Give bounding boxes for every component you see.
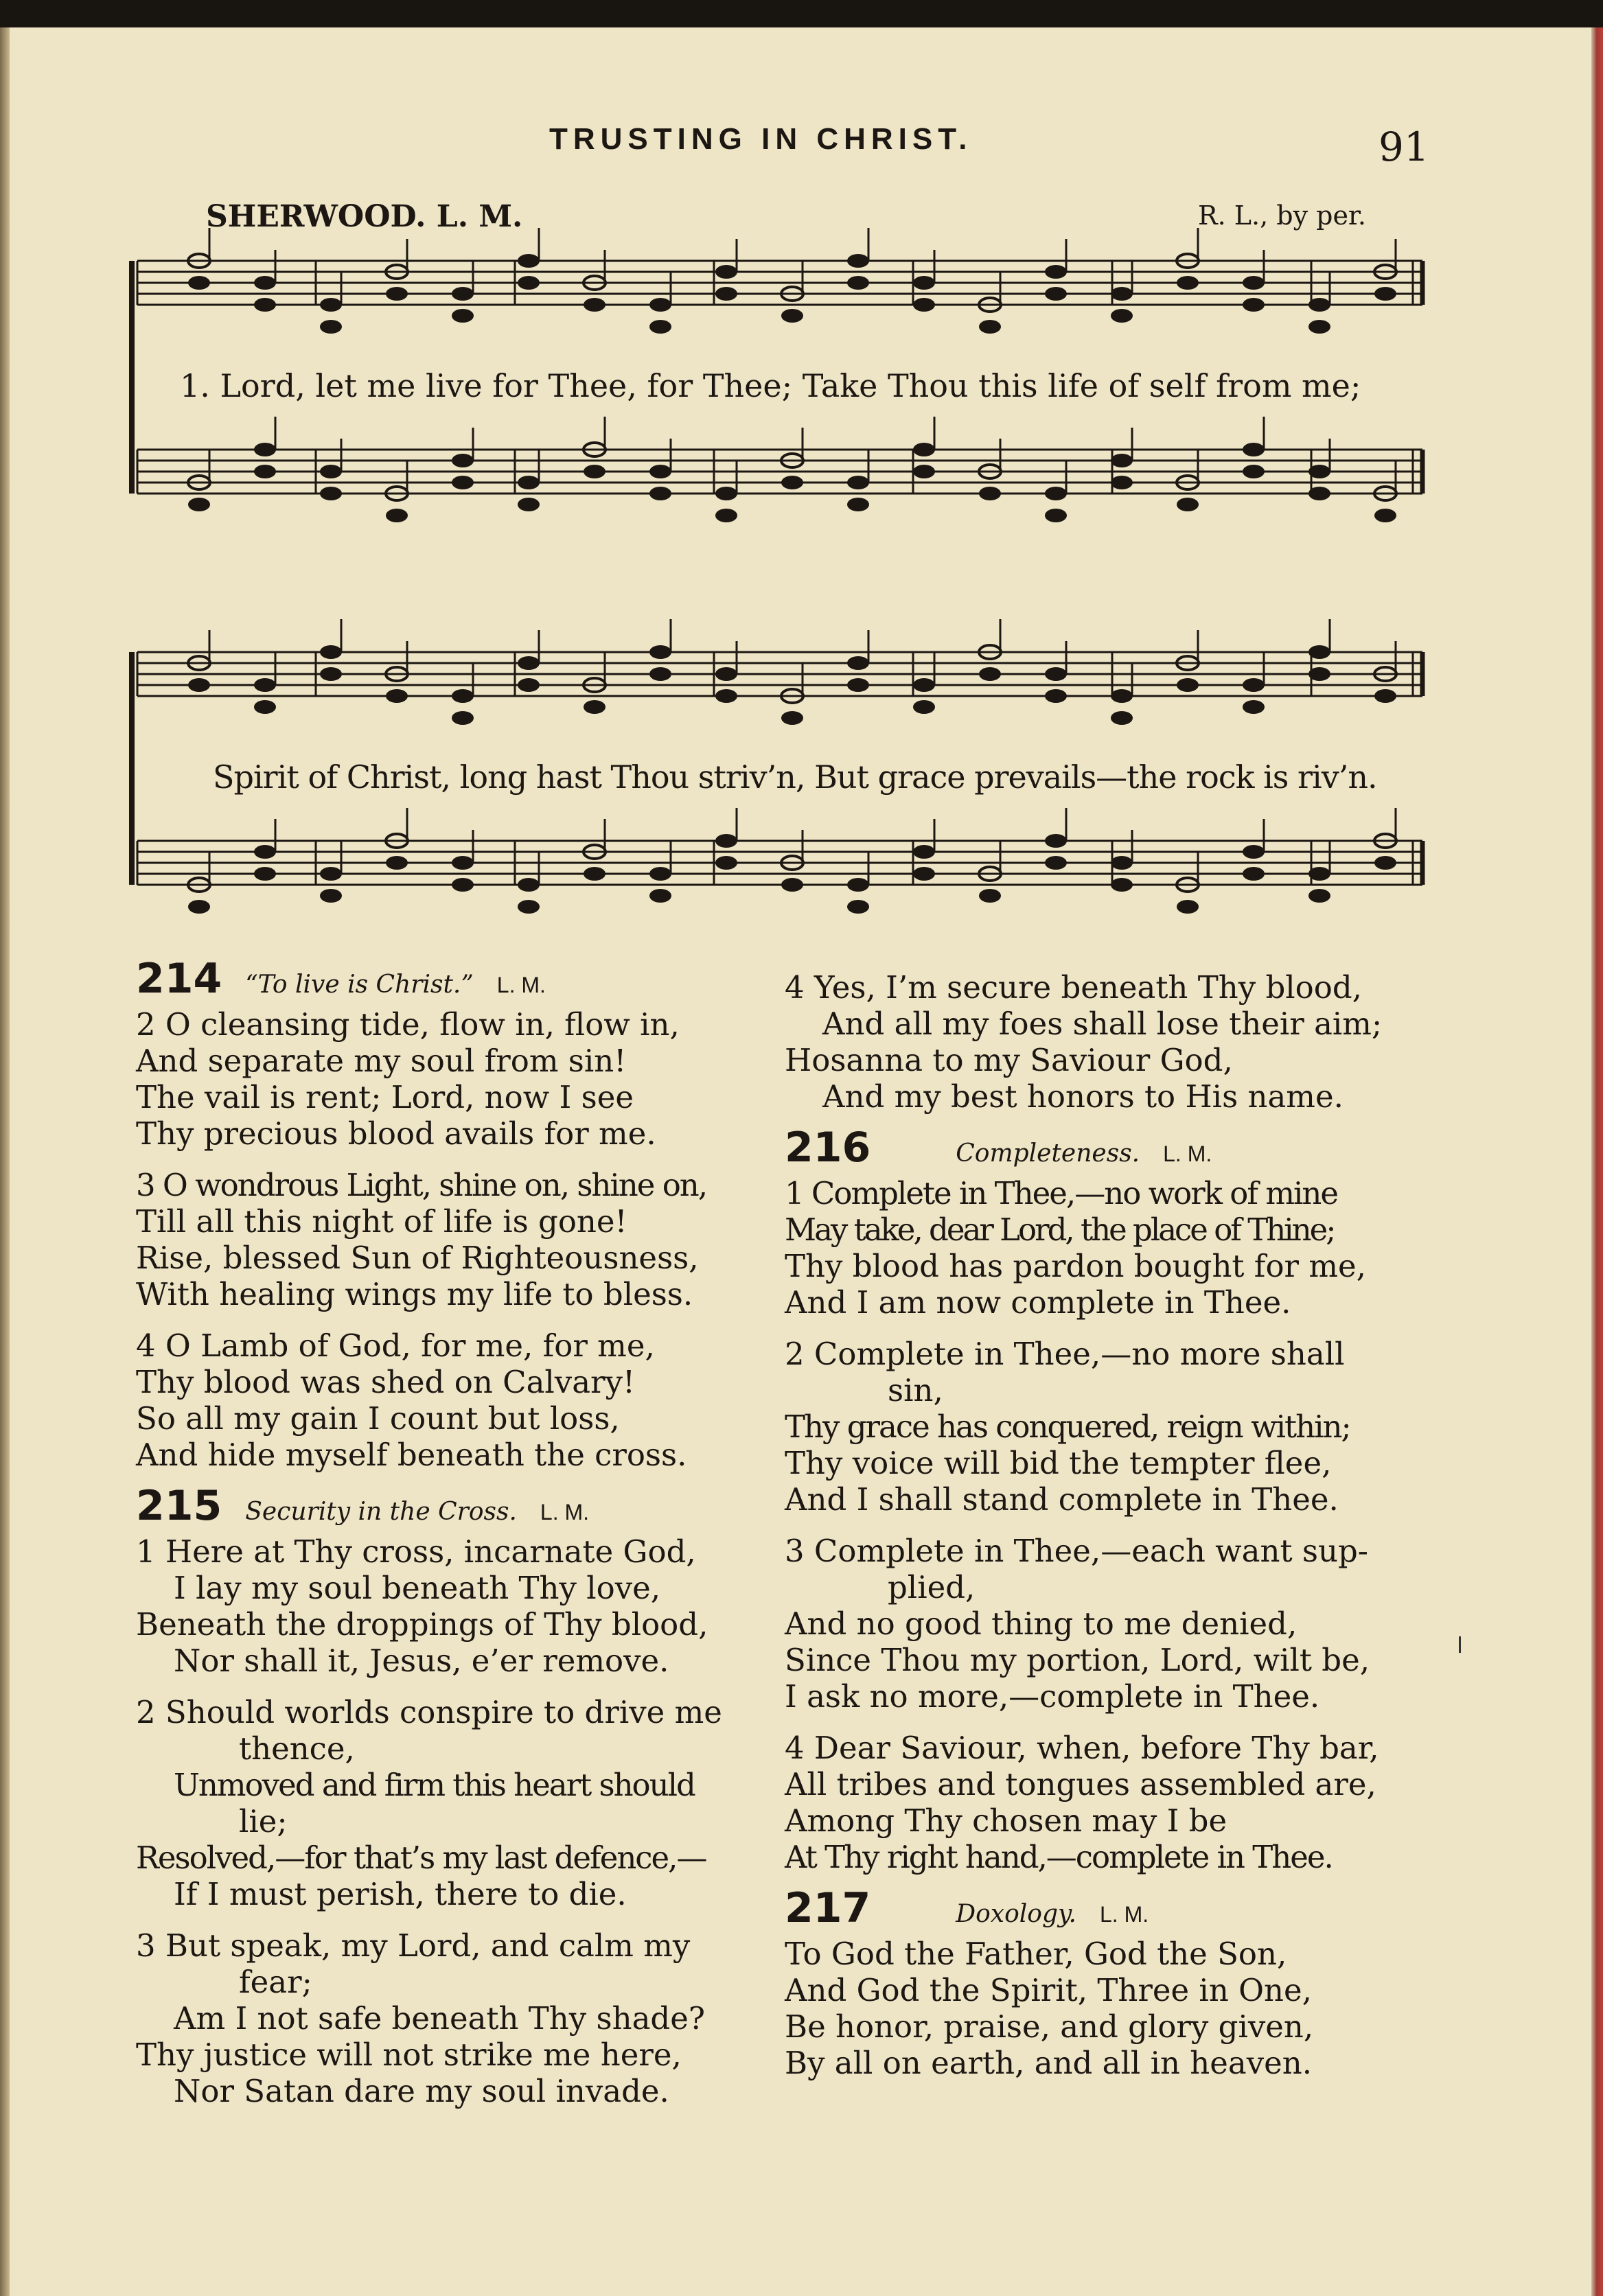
verse-line: At Thy right hand,—complete in Thee. — [785, 1839, 1333, 1875]
verse-line: 2 Should worlds conspire to drive me — [136, 1694, 722, 1730]
note-head — [386, 856, 408, 870]
note-head — [847, 498, 869, 511]
hymn-meter: L. M. — [496, 973, 546, 997]
hymn-meter: L. M. — [540, 1500, 590, 1524]
note-head — [781, 476, 803, 489]
verse-line: 2 Complete in Thee,—no more shall — [785, 1336, 1345, 1372]
note-head — [913, 867, 935, 881]
note-head — [1308, 487, 1330, 500]
verse-line: I ask no more,—complete in Thee. — [785, 1678, 1320, 1715]
verse-line: And separate my soul from sin! — [136, 1043, 627, 1079]
hymn-217-header — [785, 1884, 1430, 1933]
note-head — [847, 476, 869, 489]
note-head — [452, 454, 474, 467]
note-head — [1243, 867, 1265, 881]
hymn-number: 214 — [136, 955, 222, 1003]
note-head — [715, 287, 737, 301]
verse-line: And hide myself beneath the cross. — [136, 1437, 687, 1473]
verse-line: And my best honors to His name. — [822, 1078, 1343, 1115]
note-head — [1308, 667, 1330, 681]
note-head — [320, 645, 342, 659]
note-head — [254, 298, 276, 312]
note-head — [452, 711, 474, 725]
note-head — [1045, 487, 1067, 500]
note-head — [715, 667, 737, 681]
note-head — [715, 265, 737, 279]
note-head — [254, 443, 276, 456]
verse-line: fear; — [239, 1964, 312, 2000]
note-head — [386, 287, 408, 301]
note-head — [320, 889, 342, 903]
left-column — [136, 955, 761, 2109]
verse-line: And all my foes shall lose their aim; — [822, 1006, 1383, 1042]
note-head — [320, 465, 342, 478]
verse-line: plied, — [888, 1569, 976, 1605]
note-head — [320, 320, 342, 334]
hymn-title: “To live is Christ.” — [245, 971, 474, 999]
page-number: 91 — [1379, 124, 1429, 170]
note-head — [1374, 856, 1396, 870]
hymn-216-header — [785, 1124, 1430, 1172]
verse-line: The vail is rent; Lord, now I see — [136, 1079, 634, 1115]
note-head — [847, 878, 869, 892]
note-head — [1111, 454, 1133, 467]
note-head — [847, 656, 869, 670]
verse-line: Thy justice will not strike me here, — [136, 2037, 682, 2073]
verse-line: If I must perish, there to die. — [174, 1876, 627, 1912]
note-head — [254, 465, 276, 478]
tune-name: SHERWOOD. L. M. — [206, 199, 523, 234]
verse-line: Hosanna to my Saviour God, — [785, 1042, 1233, 1078]
note-head — [979, 487, 1001, 500]
note-head — [1111, 856, 1133, 870]
note-head — [320, 487, 342, 500]
note-head — [254, 845, 276, 859]
note-head — [452, 287, 474, 301]
note-head — [320, 667, 342, 681]
note-head — [1374, 689, 1396, 703]
verse-line: Nor Satan dare my soul invade. — [174, 2073, 669, 2109]
note-head — [518, 656, 540, 670]
note-head — [1243, 276, 1265, 290]
verse-line: 1 Complete in Thee,—no work of mine — [785, 1175, 1338, 1211]
margin-mark — [1459, 1636, 1461, 1653]
verse-line: Till all this night of life is gone! — [136, 1203, 627, 1240]
note-head — [584, 465, 606, 478]
note-head — [1111, 287, 1133, 301]
note-head — [452, 309, 474, 323]
verse-line: Among Thy chosen may I be — [785, 1802, 1227, 1839]
verse-line: Beneath the droppings of Thy blood, — [136, 1606, 708, 1643]
note-head — [452, 878, 474, 892]
note-head — [649, 465, 671, 478]
verse-line: 1 Here at Thy cross, incarnate God, — [136, 1533, 696, 1570]
note-head — [1177, 900, 1199, 914]
verse-line: With healing wings my life to bless. — [136, 1276, 693, 1312]
note-head — [781, 711, 803, 725]
verse-line: 3 O wondrous Light, shine on, shine on, — [136, 1167, 707, 1203]
hymn-215-header — [136, 1482, 761, 1531]
note-head — [649, 889, 671, 903]
note-head — [649, 298, 671, 312]
note-head — [1243, 443, 1265, 456]
note-head — [188, 900, 210, 914]
note-head — [979, 889, 1001, 903]
note-head — [1308, 867, 1330, 881]
note-head — [1308, 298, 1330, 312]
note-head — [518, 878, 540, 892]
note-head — [979, 667, 1001, 681]
note-head — [649, 320, 671, 334]
note-head — [715, 487, 737, 500]
note-head — [1308, 645, 1330, 659]
verse-line: sin, — [888, 1372, 943, 1408]
note-head — [847, 678, 869, 692]
note-head — [1045, 667, 1067, 681]
note-head — [1045, 265, 1067, 279]
verse-line: Thy grace has conquered, reign within; — [785, 1408, 1350, 1445]
hymn-title: Completeness. — [956, 1139, 1140, 1168]
verse-line: 3 But speak, my Lord, and calm my — [136, 1927, 691, 1964]
note-head — [1045, 856, 1067, 870]
note-head — [254, 678, 276, 692]
note-head — [452, 856, 474, 870]
verse-line: Since Thou my portion, Lord, wilt be, — [785, 1642, 1370, 1678]
note-head — [1243, 845, 1265, 859]
verse-line: 4 Dear Saviour, when, before Thy bar, — [785, 1730, 1379, 1766]
verse-line: And no good thing to me denied, — [785, 1605, 1298, 1642]
note-head — [1177, 276, 1199, 290]
verse-line: lie; — [239, 1803, 288, 1840]
verse-line: 4 Yes, I’m secure beneath Thy blood, — [785, 969, 1362, 1006]
note-head — [979, 320, 1001, 334]
note-head — [1308, 465, 1330, 478]
tune-lyric-line-2: Spirit of Christ, long hast Thou striv’n, But grace prevails—the rock is riv’n. — [213, 758, 1377, 796]
verse-line: May take, dear Lord, the place of Thine; — [785, 1211, 1335, 1248]
note-head — [781, 878, 803, 892]
note-head — [1243, 298, 1265, 312]
verse-line: And I am now complete in Thee. — [785, 1284, 1291, 1321]
verse-line: 4 O Lamb of God, for me, for me, — [136, 1327, 655, 1364]
hymn-number: 215 — [136, 1482, 222, 1530]
note-head — [1374, 509, 1396, 522]
verse-line: Be honor, praise, and glory given, — [785, 2008, 1314, 2045]
verse-line: Resolved,—for that’s my last defence,— — [136, 1840, 706, 1876]
note-head — [913, 443, 935, 456]
note-head — [913, 700, 935, 714]
note-head — [913, 298, 935, 312]
note-head — [452, 689, 474, 703]
hymn-214-header — [136, 955, 761, 1004]
note-head — [1243, 465, 1265, 478]
verse-line: Thy blood was shed on Calvary! — [136, 1364, 636, 1400]
note-head — [518, 900, 540, 914]
verse-line: Thy blood has pardon bought for me, — [785, 1248, 1366, 1284]
note-head — [518, 276, 540, 290]
tune-credit: R. L., by per. — [1198, 200, 1366, 231]
note-head — [1243, 700, 1265, 714]
note-head — [1308, 320, 1330, 334]
page-title: TRUSTING IN CHRIST. — [549, 122, 973, 156]
note-head — [781, 309, 803, 323]
verse-line: I lay my soul beneath Thy love, — [174, 1570, 661, 1606]
verse-line: 2 O cleansing tide, flow in, flow in, — [136, 1006, 680, 1043]
note-head — [320, 867, 342, 881]
note-head — [649, 667, 671, 681]
hymn-meter: L. M. — [1163, 1141, 1212, 1166]
music-notation — [0, 0, 1603, 961]
note-head — [518, 498, 540, 511]
hymn-meter: L. M. — [1100, 1902, 1149, 1927]
note-head — [847, 900, 869, 914]
note-head — [1111, 309, 1133, 323]
note-head — [913, 276, 935, 290]
note-head — [649, 645, 671, 659]
verse-line: Am I not safe beneath Thy shade? — [174, 2000, 705, 2037]
note-head — [584, 867, 606, 881]
note-head — [1045, 509, 1067, 522]
note-head — [1243, 678, 1265, 692]
note-head — [1111, 878, 1133, 892]
note-head — [518, 254, 540, 268]
verse-line: Thy precious blood avails for me. — [136, 1115, 656, 1152]
hymn-number: 217 — [785, 1884, 871, 1932]
verse-line: To God the Father, God the Son, — [785, 1936, 1287, 1972]
note-head — [1177, 678, 1199, 692]
note-head — [649, 867, 671, 881]
note-head — [913, 465, 935, 478]
note-head — [386, 689, 408, 703]
verse-line: And I shall stand complete in Thee. — [785, 1481, 1339, 1518]
note-head — [584, 700, 606, 714]
right-column — [785, 969, 1430, 2081]
note-head — [518, 678, 540, 692]
verse-line: By all on earth, and all in heaven. — [785, 2045, 1313, 2081]
note-head — [188, 678, 210, 692]
note-head — [254, 700, 276, 714]
note-head — [254, 867, 276, 881]
note-head — [188, 498, 210, 511]
note-head — [1045, 689, 1067, 703]
note-head — [1308, 889, 1330, 903]
note-head — [518, 476, 540, 489]
note-head — [386, 509, 408, 522]
verse-line: thence, — [239, 1730, 355, 1767]
hymn-number: 216 — [785, 1124, 871, 1172]
note-head — [1111, 476, 1133, 489]
hymn-title: Doxology. — [956, 1900, 1076, 1928]
verse-line: All tribes and tongues assembled are, — [785, 1766, 1376, 1802]
verse-line: Rise, blessed Sun of Righteousness, — [136, 1240, 699, 1276]
verse-line: Thy voice will bid the tempter flee, — [785, 1445, 1332, 1481]
note-head — [1045, 834, 1067, 848]
note-head — [715, 834, 737, 848]
verse-line: So all my gain I count but loss, — [136, 1400, 620, 1437]
note-head — [1177, 498, 1199, 511]
verse-line: 3 Complete in Thee,—each want sup- — [785, 1533, 1368, 1569]
note-head — [715, 509, 737, 522]
note-head — [1111, 689, 1133, 703]
tune-lyric-line-1: 1. Lord, let me live for Thee, for Thee; Take Thou this life of self from me; — [180, 367, 1361, 404]
note-head — [1045, 287, 1067, 301]
verse-line: Nor shall it, Jesus, e’er remove. — [174, 1643, 669, 1679]
note-head — [320, 298, 342, 312]
verse-line: Unmoved and firm this heart should — [174, 1767, 695, 1803]
verse-line: And God the Spirit, Three in One, — [785, 1972, 1312, 2008]
note-head — [188, 276, 210, 290]
note-head — [1374, 287, 1396, 301]
note-head — [715, 856, 737, 870]
note-head — [254, 276, 276, 290]
hymn-title: Security in the Cross. — [245, 1498, 517, 1526]
note-head — [452, 476, 474, 489]
note-head — [847, 276, 869, 290]
note-head — [847, 254, 869, 268]
note-head — [1111, 711, 1133, 725]
note-head — [913, 845, 935, 859]
note-head — [913, 678, 935, 692]
note-head — [715, 689, 737, 703]
note-head — [649, 487, 671, 500]
note-head — [584, 298, 606, 312]
